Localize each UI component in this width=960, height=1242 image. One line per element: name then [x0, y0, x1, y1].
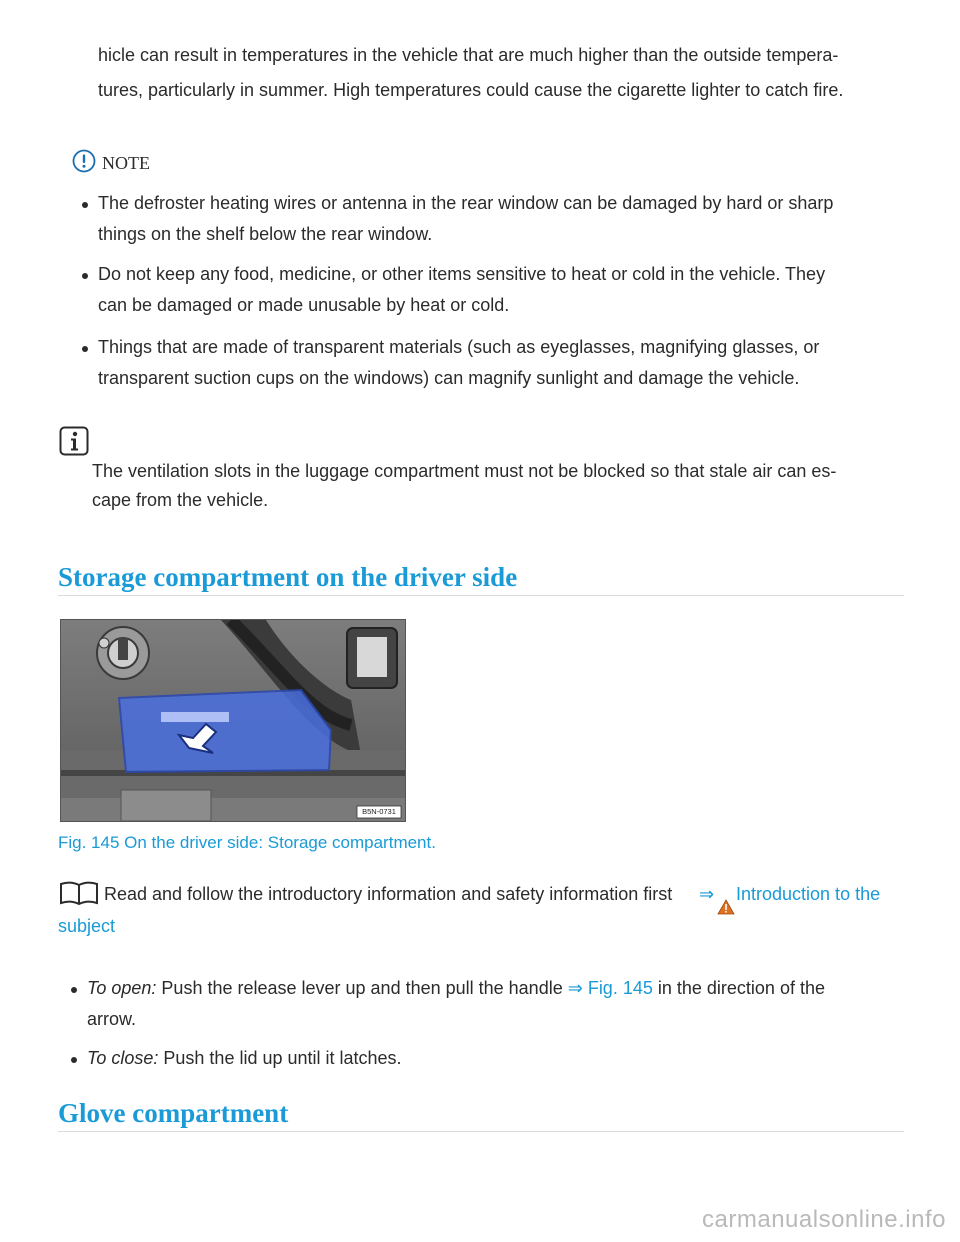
site-watermark: carmanualsonline.info — [702, 1206, 946, 1233]
intro-line-1: hicle can result in temperatures in the vehicle that are much higher than the outside tempera- — [98, 45, 839, 65]
introduction-link[interactable]: Introduction to the — [736, 884, 881, 904]
section-heading-glove: Glove compartment — [58, 1098, 289, 1128]
heading-divider — [58, 1131, 904, 1132]
figure-caption: Fig. 145 On the driver side: Storage compartment. — [58, 833, 436, 852]
step-open-text: Push the release lever up and then pull the handle — [161, 978, 563, 998]
read-follow-text: Read and follow the introductory information and safety information first — [104, 884, 673, 904]
step-close — [87, 1043, 402, 1074]
step-open-text-2: in the direction of the — [657, 978, 825, 998]
manual-book-icon — [59, 880, 99, 911]
note-label: NOTE — [102, 153, 150, 173]
step-close-text: Push the lid up until it latches. — [163, 1048, 402, 1068]
bullet-dot — [71, 987, 77, 993]
step-open-label: To open: — [87, 978, 157, 998]
note-item-3-line-2: transparent suction cups on the windows) can magnify sunlight and damage the vehicle. — [98, 368, 800, 388]
note-item-1-line-1: The defroster heating wires or antenna in the rear window can be damaged by hard or sharp — [98, 193, 834, 213]
step-open — [87, 973, 825, 1004]
step-open-continued: arrow. — [87, 1009, 137, 1029]
note-item-2-line-1: Do not keep any food, medicine, or other items sensitive to heat or cold in the vehicle. They — [98, 264, 826, 284]
note-icon — [72, 149, 96, 178]
section-heading-storage: Storage compartment on the driver side — [58, 562, 518, 592]
link-arrow[interactable]: ⇒ — [699, 884, 715, 904]
figure-illustration — [61, 620, 405, 821]
figure-code: B5N-0731 — [362, 807, 396, 816]
intro-line-2: tures, particularly in summer. High temperatures could cause the cigarette lighter to catch fire. — [98, 80, 844, 100]
info-line-2: cape from the vehicle. — [92, 490, 269, 510]
step-close-label: To close: — [87, 1048, 159, 1068]
warning-icon — [717, 899, 735, 920]
note-item-2-line-2: can be damaged or made unusable by heat or cold. — [98, 295, 510, 315]
note-item-1-line-2: things on the shelf below the rear window. — [98, 224, 433, 244]
figure-storage-compartment — [60, 619, 406, 822]
bullet-dot — [82, 346, 88, 352]
bullet-dot — [82, 273, 88, 279]
bullet-dot — [71, 1057, 77, 1063]
info-line-1: The ventilation slots in the luggage compartment must not be blocked so that stale air can es- — [92, 461, 837, 481]
introduction-link-continued[interactable]: subject — [58, 916, 116, 936]
heading-divider — [58, 595, 904, 596]
bullet-dot — [82, 202, 88, 208]
note-item-3-line-1: Things that are made of transparent materials (such as eyeglasses, magnifying glasses, or — [98, 337, 820, 357]
info-icon — [59, 426, 89, 461]
figure-reference-link[interactable]: ⇒ Fig. 145 — [567, 978, 653, 998]
